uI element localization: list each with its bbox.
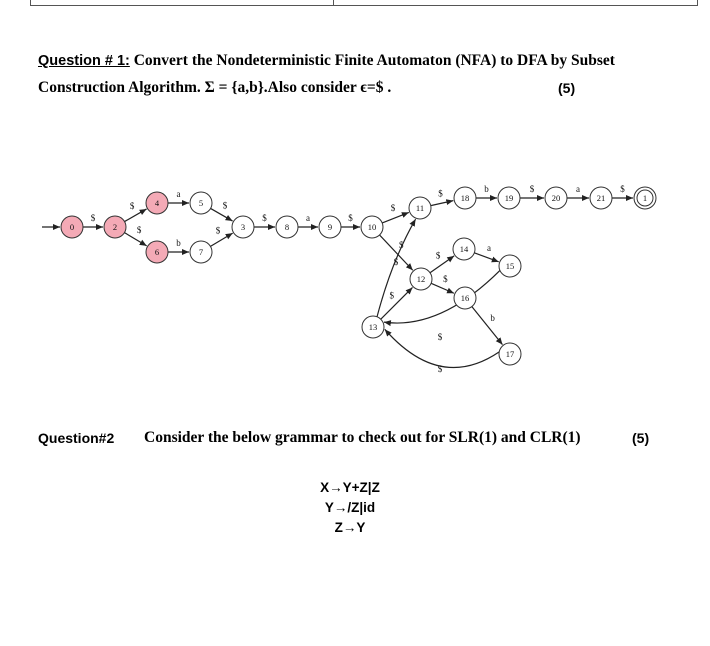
transition-s2-s6 — [124, 233, 146, 246]
transition-s10-s11 — [382, 212, 409, 223]
state-12 — [410, 268, 432, 290]
state-label: 20 — [551, 193, 561, 203]
state-19 — [498, 187, 520, 209]
transition-label: a — [576, 184, 580, 194]
transition-label: $ — [389, 290, 394, 301]
transition-label: a — [306, 213, 310, 223]
state-label: 21 — [596, 193, 606, 203]
state-14 — [453, 238, 475, 260]
state-label: 10 — [367, 222, 377, 232]
state-5 — [190, 192, 212, 214]
state-21 — [590, 187, 612, 209]
state-label: 16 — [460, 293, 470, 303]
transition-s16-s17 — [472, 307, 503, 345]
state-9 — [319, 216, 341, 238]
state-label: 14 — [459, 244, 469, 254]
state-17 — [499, 343, 521, 365]
state-label: 3 — [240, 222, 246, 232]
state-label: 2 — [112, 222, 118, 232]
transition-label: $ — [129, 201, 135, 212]
transition-s12-s16 — [431, 283, 454, 293]
transition-label: $ — [90, 213, 96, 223]
transition-label: $ — [399, 239, 404, 250]
question1-text-line1: Convert the Nondeterministic Finite Automaton (NFA) to DFA by Subset — [129, 52, 615, 69]
transition-label: $ — [620, 184, 625, 194]
transition-label: $ — [136, 225, 142, 236]
grammar-rule: Z→Y — [334, 520, 366, 535]
transition-s14-s15 — [474, 253, 498, 262]
question2-text: Consider the below grammar to check out for SLR(1) and CLR(1) — [144, 429, 581, 446]
transition-label: $ — [438, 188, 443, 199]
state-0 — [61, 216, 83, 238]
question1-label: Question # 1: — [38, 53, 130, 69]
grammar-rule: X→Y+Z|Z — [320, 480, 380, 495]
state-label: 11 — [415, 203, 425, 213]
transition-s11-s18 — [431, 201, 454, 206]
state-label: 7 — [198, 247, 204, 257]
state-13 — [362, 316, 384, 338]
transition-label: $ — [348, 213, 353, 223]
transition-label: b — [490, 313, 495, 324]
transition-label: a — [176, 189, 181, 199]
state-label: 9 — [327, 222, 333, 232]
transition-label: $ — [437, 364, 443, 374]
state-20 — [545, 187, 567, 209]
transition-s7-s3 — [210, 233, 232, 246]
state-label: 4 — [154, 198, 160, 208]
state-8 — [276, 216, 298, 238]
state-2 — [104, 216, 126, 238]
question1-text-line2: Construction Algorithm. Σ = {a,b}.Also consider ϵ=$ . — [38, 79, 392, 96]
state-label: 18 — [460, 193, 470, 203]
state-label: 12 — [416, 274, 426, 284]
state-label: 0 — [69, 222, 75, 232]
transition-label: $ — [529, 184, 535, 194]
transition-label: a — [486, 242, 491, 253]
transition-s5-s3 — [211, 208, 233, 221]
state-10 — [361, 216, 383, 238]
transition-s12-s14 — [430, 256, 454, 273]
transition-label: $ — [435, 250, 441, 261]
grammar-rule: Y→/Z|id — [324, 500, 376, 515]
state-4 — [146, 192, 168, 214]
state-label: 5 — [198, 198, 204, 208]
state-3 — [232, 216, 254, 238]
transition-label: $ — [393, 257, 399, 267]
state-label: 1 — [642, 193, 648, 203]
transition-label: $ — [443, 273, 448, 284]
transition-s13-s12 — [381, 287, 413, 319]
transition-s2-s4 — [125, 209, 147, 222]
transition-label: $ — [222, 200, 228, 211]
transition-label: $ — [262, 213, 267, 223]
transition-label: $ — [437, 332, 443, 342]
state-label: 17 — [505, 349, 515, 359]
grammar-rules — [300, 478, 400, 538]
transition-s15-s13 — [384, 270, 500, 323]
state-label: 6 — [154, 247, 160, 257]
question2-label: Question#2 — [38, 430, 115, 446]
state-label: 13 — [368, 322, 378, 332]
state-7 — [190, 241, 212, 263]
transition-label: $ — [215, 225, 221, 236]
transition-label: b — [176, 238, 181, 248]
state-18 — [454, 187, 476, 209]
state-label: 15 — [505, 261, 515, 271]
state-label: 19 — [504, 193, 514, 203]
question1-marks: (5) — [558, 80, 576, 96]
state-15 — [499, 255, 521, 277]
state-1 — [634, 187, 656, 209]
transition-label: $ — [390, 203, 396, 214]
transition-label: b — [484, 184, 489, 194]
state-label: 8 — [284, 222, 290, 232]
state-11 — [409, 197, 431, 219]
state-16 — [454, 287, 476, 309]
state-6 — [146, 241, 168, 263]
question2-marks: (5) — [632, 430, 650, 446]
